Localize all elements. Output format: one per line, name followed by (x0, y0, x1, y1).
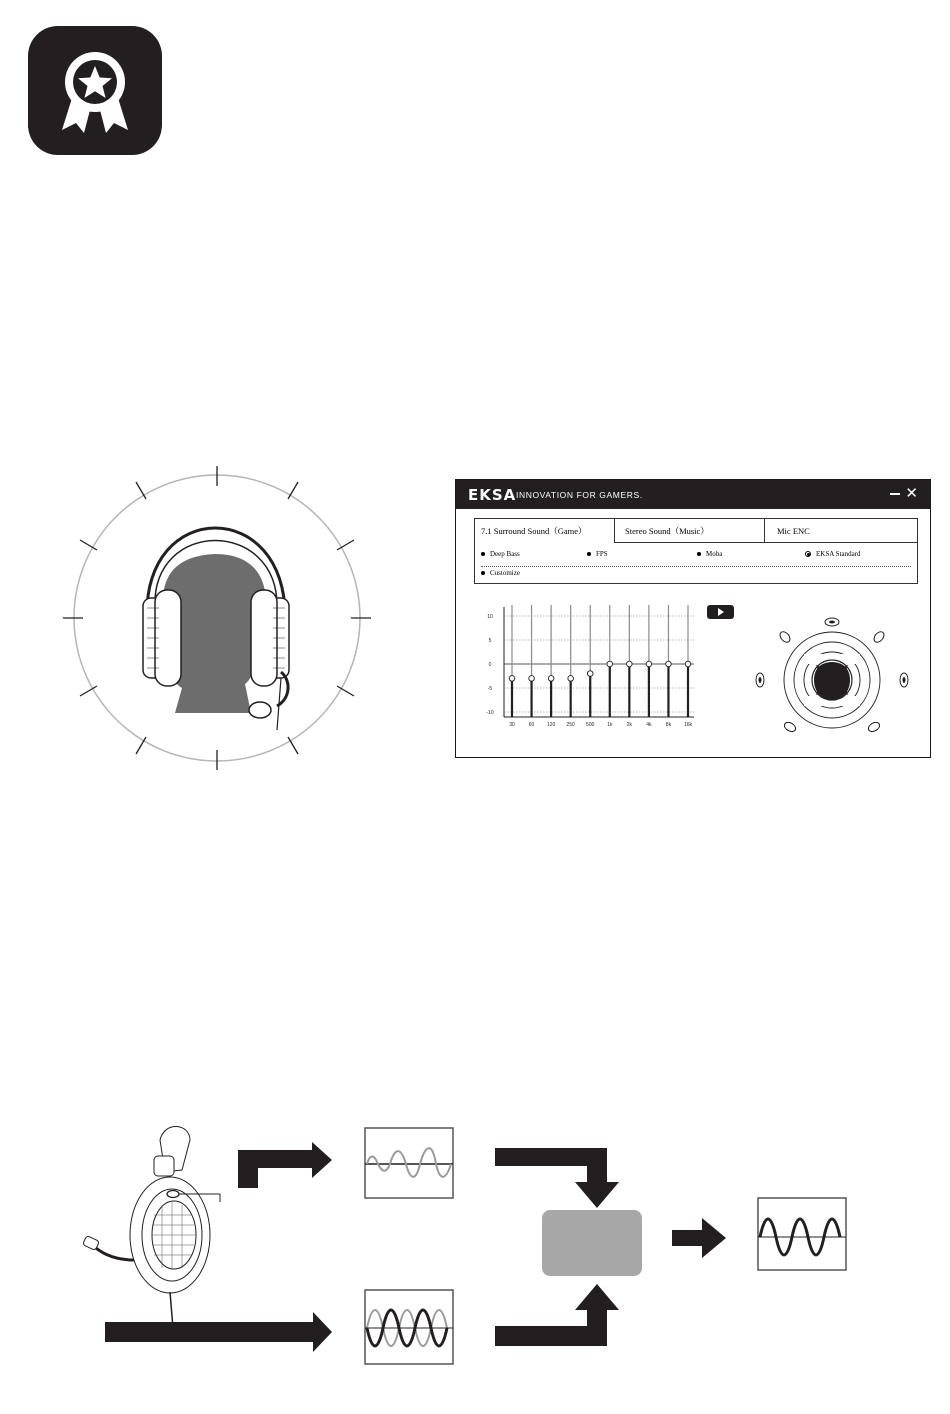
eq-slider-knob[interactable] (666, 661, 672, 667)
eq-y-tick-label: -10 (486, 710, 494, 716)
speaker-rear-left-icon (783, 721, 797, 734)
brand-tagline: INNOVATION FOR GAMERS. (516, 490, 643, 500)
speaker-rear-right-icon (867, 721, 881, 734)
radio-selected-icon (805, 551, 811, 557)
preset-label: Customize (490, 569, 520, 577)
tab-surround-sound[interactable]: 7.1 Surround Sound（Game） (475, 519, 615, 543)
eq-band-label: 60 (528, 722, 535, 728)
arrow-to-output (672, 1218, 726, 1258)
eq-y-tick-label: 5 (488, 638, 492, 644)
arrow-top-to-processor (495, 1148, 619, 1208)
mixed-waveform-box (365, 1290, 453, 1364)
tab-mic-enc[interactable]: Mic ENC (765, 519, 917, 543)
noisy-waveform-box (365, 1128, 453, 1198)
arrow-to-mic-signal (238, 1142, 332, 1188)
eq-slider-knob[interactable] (587, 671, 593, 677)
brand-logo: EKSA (468, 486, 517, 504)
play-icon (718, 608, 724, 616)
eq-slider-knob[interactable] (529, 676, 535, 682)
eq-slider-knob[interactable] (607, 661, 613, 667)
eq-slider-knob[interactable] (509, 676, 515, 682)
eq-y-tick-label: 10 (487, 614, 493, 620)
eq-band-label: 8k (665, 722, 672, 728)
eq-slider-knob[interactable] (627, 661, 633, 667)
preset-deep-bass[interactable] (481, 550, 520, 558)
title-bar (456, 480, 930, 509)
preset-label: FPS (596, 550, 608, 558)
eq-band-label: 250 (566, 722, 575, 728)
preset-customize[interactable] (481, 569, 520, 577)
radio-dot-icon (481, 552, 485, 556)
radio-dot-icon (587, 552, 591, 556)
eq-band-label: 4k (646, 722, 652, 728)
preset-eksa-standard[interactable] (805, 550, 861, 558)
preset-moba[interactable] (697, 550, 722, 558)
virtual-speaker-map (752, 610, 912, 740)
radio-dot-icon (697, 552, 701, 556)
preset-label: EKSA Standard (816, 550, 861, 558)
eq-band-label: 30 (509, 722, 515, 728)
eq-band-label: 16k (683, 722, 693, 728)
play-button[interactable] (707, 605, 734, 619)
headset-side-illustration (83, 1126, 220, 1340)
eq-band-label: 2k (626, 722, 632, 728)
arrow-to-reference-signal (105, 1312, 332, 1352)
award-badge-icon (28, 26, 163, 161)
eq-y-tick-label: -5 (487, 686, 493, 692)
eq-slider-knob[interactable] (646, 661, 652, 667)
eq-slider-knob[interactable] (685, 661, 691, 667)
radio-dot-icon (481, 571, 485, 575)
eq-band-label: 120 (546, 722, 556, 728)
noise-cancel-diagram (70, 1110, 870, 1375)
enc-processor-box (542, 1210, 642, 1276)
preset-label: Deep Bass (490, 550, 520, 558)
preset-fps[interactable] (587, 550, 608, 558)
preset-label: Moba (706, 550, 723, 558)
mode-tab-panel (474, 518, 918, 584)
preset-divider (481, 566, 911, 567)
surround-headset-illustration (55, 458, 385, 783)
minimize-button[interactable] (890, 493, 900, 495)
equalizer-chart (474, 599, 704, 739)
speaker-front-left-icon (778, 630, 792, 644)
eq-band-label: 500 (586, 722, 595, 728)
eq-slider-knob[interactable] (548, 676, 554, 682)
eq-slider-knob[interactable] (568, 676, 574, 682)
close-button[interactable]: ✕ (905, 485, 918, 502)
eksa-software-window (455, 479, 931, 758)
tab-stereo-sound[interactable]: Stereo Sound（Music） (615, 519, 765, 543)
eq-band-label: 1k (607, 722, 613, 728)
eq-y-tick-label: 0 (488, 662, 492, 668)
arrow-bottom-to-processor (495, 1284, 619, 1346)
clean-waveform-box (758, 1198, 846, 1270)
speaker-front-right-icon (872, 630, 886, 644)
